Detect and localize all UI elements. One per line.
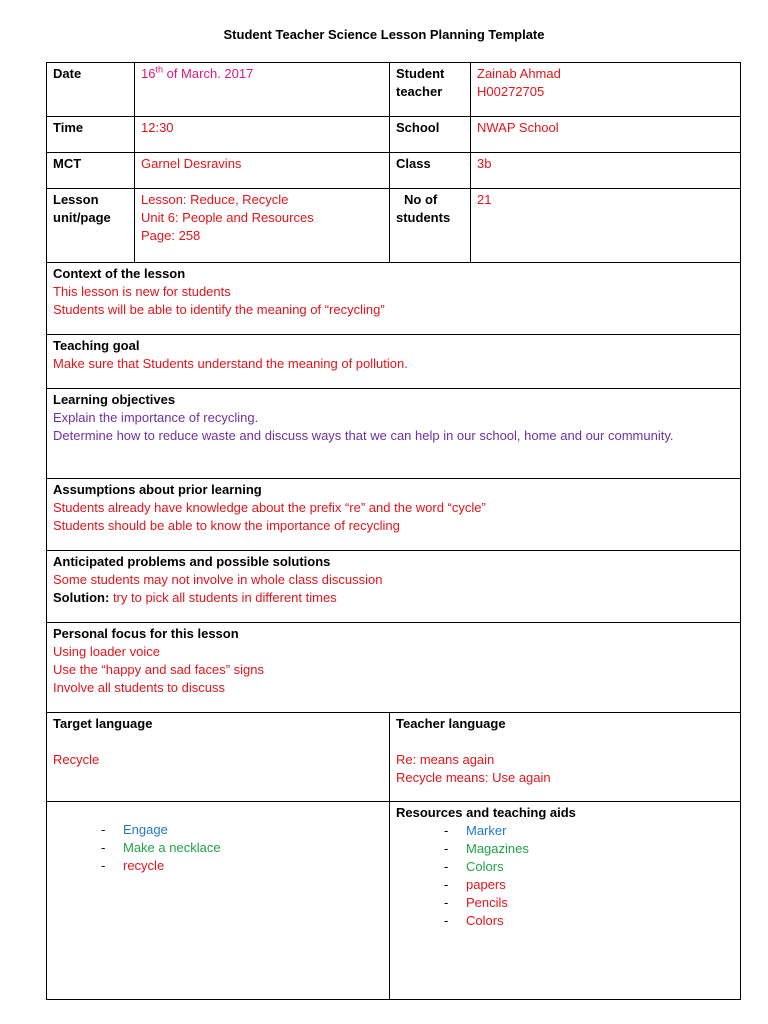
personal-focus-heading: Personal focus for this lesson — [53, 626, 239, 641]
learning-objectives-cell — [47, 389, 741, 479]
personal-focus-2: Use the “happy and sad faces” signs — [53, 662, 265, 677]
activity-item — [101, 839, 383, 857]
context-line-1: This lesson is new for students — [53, 284, 231, 299]
activity-label: recycle — [123, 858, 165, 873]
row-personal-focus — [47, 623, 741, 713]
assumptions-heading: Assumptions about prior learning — [53, 482, 262, 497]
row-anticipated-problems — [47, 551, 741, 623]
lesson-label — [47, 189, 135, 263]
school-label: School — [390, 117, 471, 153]
resource-label: papers — [466, 877, 506, 892]
teacher-language-line-1: Re: means again — [396, 752, 495, 767]
lesson-line-2: Unit 6: People and Resources — [141, 210, 314, 225]
target-language-heading: Target language — [53, 716, 153, 731]
row-language — [47, 713, 741, 802]
teaching-goal-line-1: Make sure that Students understand the meaning of pollution. — [53, 356, 408, 371]
activity-label: Engage — [123, 822, 168, 837]
teacher-language-cell — [390, 713, 741, 802]
document-title: Student Teacher Science Lesson Planning Template — [223, 27, 545, 42]
resource-item — [444, 840, 734, 858]
resources-cell — [390, 802, 741, 1000]
assumptions-cell — [47, 479, 741, 551]
resource-label: Magazines — [466, 841, 529, 856]
resources-heading: Resources and teaching aids — [396, 805, 576, 820]
dash-bullet: - — [444, 895, 449, 910]
student-teacher-label-line-2: teacher — [396, 84, 443, 99]
dash-bullet: - — [444, 841, 449, 856]
assumption-1: Students already have knowledge about the prefix “re” and the word “cycle” — [53, 500, 486, 515]
dash-bullet: - — [101, 822, 106, 837]
activities-cell — [47, 802, 390, 1000]
teacher-language-line-2: Recycle means: Use again — [396, 770, 551, 785]
time-value: 12:30 — [135, 117, 390, 153]
anticipated-problem-1: Some students may not involve in whole class discussion — [53, 572, 383, 587]
dash-bullet: - — [101, 840, 106, 855]
students-label — [390, 189, 471, 263]
anticipated-problems-cell — [47, 551, 741, 623]
resource-item — [444, 876, 734, 894]
target-language-value: Recycle — [53, 752, 100, 767]
resources-list — [444, 822, 734, 930]
resource-label: Colors — [466, 859, 504, 874]
date-rest: of March. 2017 — [162, 66, 254, 81]
row-learning-objectives — [47, 389, 741, 479]
student-teacher-value — [471, 63, 741, 117]
anticipated-problems-heading: Anticipated problems and possible solutions — [53, 554, 331, 569]
row-lesson — [47, 189, 741, 263]
row-activities-resources — [47, 802, 741, 1000]
mct-value: Garnel Desravins — [135, 153, 390, 189]
target-language-cell — [47, 713, 390, 802]
dash-bullet: - — [444, 877, 449, 892]
solution-line — [53, 589, 734, 607]
context-heading: Context of the lesson — [53, 266, 186, 281]
student-teacher-label — [390, 63, 471, 117]
resource-item — [444, 912, 734, 930]
activities-list — [101, 821, 383, 875]
resource-label: Marker — [466, 823, 507, 838]
row-teaching-goal — [47, 335, 741, 389]
resource-item — [444, 858, 734, 876]
date-suffix: th — [155, 64, 163, 75]
solution-label: Solution: — [53, 590, 110, 605]
lesson-plan-table — [46, 62, 741, 1000]
lesson-label-line-1: Lesson — [53, 192, 99, 207]
activity-item — [101, 821, 383, 839]
teaching-goal-cell — [47, 335, 741, 389]
student-id: H00272705 — [477, 84, 545, 99]
student-name: Zainab Ahmad — [477, 66, 561, 81]
row-assumptions — [47, 479, 741, 551]
resource-item — [444, 822, 734, 840]
students-label-line-1: No of — [404, 192, 438, 207]
learning-objective-2: Determine how to reduce waste and discuss ways that we can help in our school, home and our community. — [53, 428, 674, 443]
resource-label: Colors — [466, 913, 504, 928]
class-value: 3b — [471, 153, 741, 189]
personal-focus-1: Using loader voice — [53, 644, 160, 659]
student-teacher-label-line-1: Student — [396, 66, 445, 81]
teacher-language-heading: Teacher language — [396, 716, 506, 731]
personal-focus-cell — [47, 623, 741, 713]
students-value: 21 — [471, 189, 741, 263]
teaching-goal-heading: Teaching goal — [53, 338, 140, 353]
lesson-line-3: Page: 258 — [141, 228, 201, 243]
date-value — [135, 63, 390, 117]
learning-objectives-heading: Learning objectives — [53, 392, 176, 407]
activity-label: Make a necklace — [123, 840, 221, 855]
class-label: Class — [390, 153, 471, 189]
personal-focus-3: Involve all students to discuss — [53, 680, 225, 695]
row-time — [47, 117, 741, 153]
lesson-value — [135, 189, 390, 263]
dash-bullet: - — [444, 823, 449, 838]
time-label: Time — [47, 117, 135, 153]
date-day: 16 — [141, 66, 156, 81]
date-label: Date — [47, 63, 135, 117]
context-cell — [47, 263, 741, 335]
activity-item — [101, 857, 383, 875]
dash-bullet: - — [101, 858, 106, 873]
lesson-label-line-2: unit/page — [53, 210, 111, 225]
row-date — [47, 63, 741, 117]
students-label-line-2: students — [396, 210, 451, 225]
resource-item — [444, 894, 734, 912]
resource-label: Pencils — [466, 895, 508, 910]
dash-bullet: - — [444, 859, 449, 874]
mct-label: MCT — [47, 153, 135, 189]
row-mct — [47, 153, 741, 189]
context-line-2: Students will be able to identify the meaning of “recycling” — [53, 302, 385, 317]
school-value: NWAP School — [471, 117, 741, 153]
assumption-2: Students should be able to know the importance of recycling — [53, 518, 400, 533]
dash-bullet: - — [444, 913, 449, 928]
learning-objective-1: Explain the importance of recycling. — [53, 410, 259, 425]
lesson-line-1: Lesson: Reduce, Recycle — [141, 192, 289, 207]
solution-text: try to pick all students in different times — [109, 590, 337, 605]
row-context — [47, 263, 741, 335]
